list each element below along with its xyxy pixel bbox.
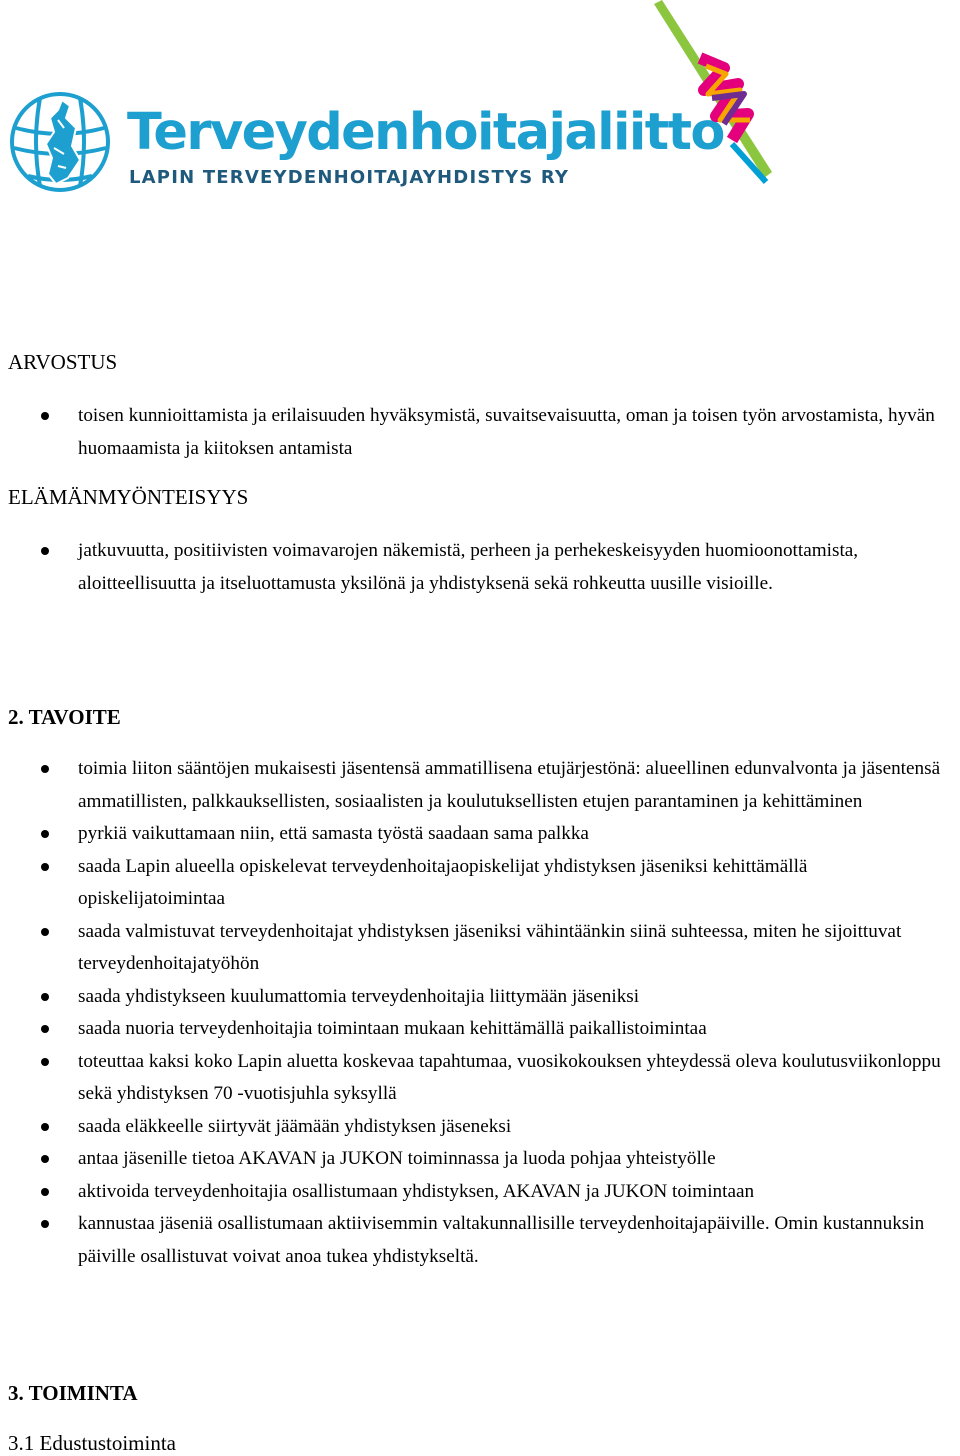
tavoite-list xyxy=(0,753,960,1273)
list-item: saada eläkkeelle siirtyvät jäämään yhdistyksen jäseneksi xyxy=(0,1111,960,1144)
organization-logo xyxy=(0,0,960,200)
logo-title: Terveydenhoitajaliitto xyxy=(127,103,724,162)
finland-map-globe-icon xyxy=(6,88,114,196)
list-item: antaa jäsenille tietoa AKAVAN ja JUKON toiminnassa ja luoda pohjaa yhteistyölle xyxy=(0,1143,960,1176)
section-heading-elamanmyonteisyys: ELÄMÄNMYÖNTEISYYS xyxy=(8,485,249,509)
list-item: saada Lapin alueella opiskelevat terveydenhoitajaopiskelijat yhdistyksen jäseniksi kehittämällä opiskelijatoimintaa xyxy=(0,851,960,916)
logo-subtitle: LAPIN TERVEYDENHOITAJAYHDISTYS RY xyxy=(129,167,570,188)
colorful-ribbon-icon xyxy=(640,0,780,190)
list-item: saada valmistuvat terveydenhoitajat yhdistyksen jäseniksi vähintäänkin siinä suhteessa, miten he sijoittuvat terveydenhoitajatyöhön xyxy=(0,916,960,981)
arvostus-list xyxy=(0,400,960,465)
list-item: saada nuoria terveydenhoitajia toimintaan mukaan kehittämällä paikallistoimintaa xyxy=(0,1013,960,1046)
list-item: toisen kunnioittamista ja erilaisuuden hyväksymistä, suvaitsevaisuutta, oman ja toisen työn arvostamista, hyvän huomaamista ja kiitoksen antamista xyxy=(0,400,960,465)
list-item: jatkuvuutta, positiivisten voimavarojen näkemistä, perheen ja perhekeskeisyyden huomioonottamista, aloitteellisuutta ja itseluottamusta yksilönä ja yhdistyksenä sekä rohkeutta uusille visioille. xyxy=(0,535,960,600)
elamanmyonteisyys-list xyxy=(0,535,960,600)
list-item: toteuttaa kaksi koko Lapin aluetta koskevaa tapahtumaa, vuosikokouksen yhteydessä oleva koulutusviikonloppu sekä yhdistyksen 70 -vuotisjuhla syksyllä xyxy=(0,1046,960,1111)
list-item: pyrkiä vaikuttamaan niin, että samasta työstä saadaan sama palkka xyxy=(0,818,960,851)
subsection-heading-edustustoiminta: 3.1 Edustustoiminta xyxy=(8,1431,176,1455)
list-item: saada yhdistykseen kuulumattomia terveydenhoitajia liittymään jäseniksi xyxy=(0,981,960,1014)
list-item: toimia liiton sääntöjen mukaisesti jäsentensä ammatillisena etujärjestönä: alueellinen edunvalvonta ja jäsentensä ammatillisten, palkkauksellisten, sosiaalisten ja koulutuksellisten etujen parantaminen ja kehittäminen xyxy=(0,753,960,818)
section-heading-toiminta: 3. TOIMINTA xyxy=(8,1381,138,1405)
section-heading-arvostus: ARVOSTUS xyxy=(8,350,118,374)
section-heading-tavoite: 2. TAVOITE xyxy=(8,705,121,729)
list-item: aktivoida terveydenhoitajia osallistumaan yhdistyksen, AKAVAN ja JUKON toimintaan xyxy=(0,1176,960,1209)
list-item: kannustaa jäseniä osallistumaan aktiivisemmin valtakunnallisille terveydenhoitajapäiville. Omin kustannuksin päiville osallistuvat voivat anoa tukea yhdistykseltä. xyxy=(0,1208,960,1273)
